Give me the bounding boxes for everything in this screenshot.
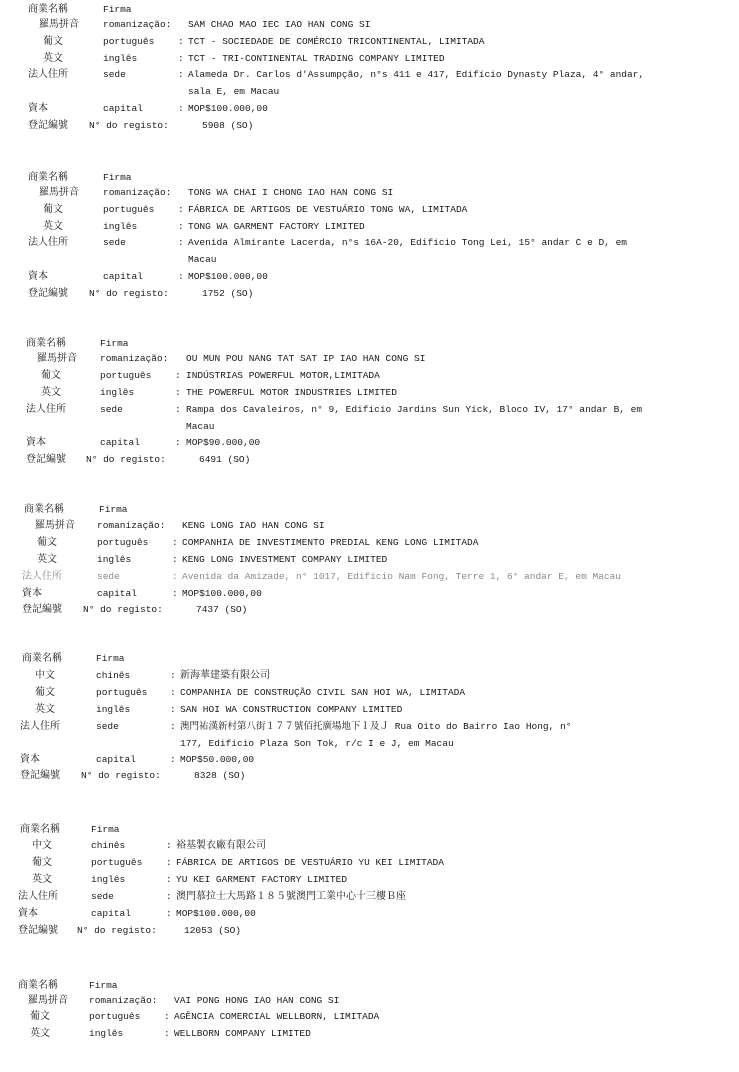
english-name-value: TONG WA GARMENT FACTORY LIMITED — [188, 221, 365, 232]
firma-label-pt: Firma — [89, 980, 118, 991]
portuguese-label-pt: português — [91, 857, 143, 868]
chinese-label-zh: 中文 — [32, 840, 52, 851]
seat-label-pt: sede — [96, 721, 119, 732]
colon: : — [166, 840, 172, 851]
colon: : — [178, 103, 184, 114]
portuguese-label-zh: 葡文 — [30, 1011, 50, 1022]
registration-label-pt: N° do registo: — [89, 288, 169, 299]
portuguese-label-pt: português — [97, 537, 149, 548]
portuguese-label-zh: 葡文 — [43, 36, 63, 47]
colon: : — [170, 670, 176, 681]
english-label-zh: 英文 — [37, 554, 57, 565]
capital-label-pt: capital — [103, 103, 143, 114]
romanization-value: KENG LONG IAO HAN CONG SI — [182, 520, 325, 531]
romanization-value: SAM CHAO MAO IEC IAO HAN CONG SI — [188, 19, 371, 30]
portuguese-label-pt: português — [89, 1011, 141, 1022]
english-label-pt: inglês — [89, 1028, 124, 1039]
registration-label-zh: 登記編號 — [22, 604, 62, 615]
colon: : — [175, 404, 181, 415]
registration-label-pt: N° do registo: — [86, 454, 166, 465]
colon: : — [172, 588, 178, 599]
seat-address-continuation: 177, Edifício Plaza Son Tok, r/c I e J, em Macau — [180, 738, 454, 749]
registration-number: 1752 (SO) — [202, 288, 254, 299]
capital-label-zh: 資本 — [28, 103, 48, 114]
seat-label-pt: sede — [100, 404, 123, 415]
registration-label-zh: 登記編號 — [28, 288, 68, 299]
seat-label-zh: 法人住所 — [22, 571, 62, 582]
capital-label-pt: capital — [91, 908, 131, 919]
english-label-pt: inglês — [96, 704, 131, 715]
portuguese-label-pt: português — [103, 36, 155, 47]
registration-label-zh: 登記編號 — [28, 120, 68, 131]
romanization-label-zh: 羅馬拼音 — [28, 995, 68, 1006]
seat-label-zh: 法人住所 — [28, 237, 68, 248]
colon: : — [170, 721, 176, 732]
romanization-label-pt: romanização: — [103, 19, 172, 30]
registration-number: 12053 (SO) — [184, 925, 242, 936]
english-name-value: WELLBORN COMPANY LIMITED — [174, 1028, 311, 1039]
capital-value: MOP$100.000,00 — [182, 588, 262, 599]
firma-label-pt: Firma — [103, 172, 132, 183]
registration-label-pt: N° do registo: — [81, 770, 161, 781]
colon: : — [164, 1011, 170, 1022]
colon: : — [175, 387, 181, 398]
english-label-zh: 英文 — [41, 387, 61, 398]
english-label-zh: 英文 — [43, 53, 63, 64]
colon: : — [178, 69, 184, 80]
firma-label-pt: Firma — [96, 653, 125, 664]
firma-label-zh: 商業名稱 — [28, 4, 68, 15]
english-label-zh: 英文 — [30, 1028, 50, 1039]
firma-label-zh: 商業名稱 — [20, 824, 60, 835]
firma-label-pt: Firma — [103, 4, 132, 15]
colon: : — [166, 891, 172, 902]
romanization-label-pt: romanização: — [97, 520, 166, 531]
portuguese-label-zh: 葡文 — [32, 857, 52, 868]
firma-label-pt: Firma — [100, 338, 129, 349]
registration-label-zh: 登記編號 — [20, 770, 60, 781]
capital-label-pt: capital — [96, 754, 136, 765]
colon: : — [166, 908, 172, 919]
seat-address-continuation: Macau — [186, 421, 215, 432]
firma-label-zh: 商業名稱 — [24, 504, 64, 515]
portuguese-label-zh: 葡文 — [43, 204, 63, 215]
colon: : — [164, 1028, 170, 1039]
capital-label-pt: capital — [103, 271, 143, 282]
english-label-pt: inglês — [103, 221, 138, 232]
colon: : — [170, 687, 176, 698]
capital-value: MOP$90.000,00 — [186, 437, 261, 448]
seat-label-pt: sede — [91, 891, 114, 902]
portuguese-name-value: FÁBRICA DE ARTIGOS DE VESTUÁRIO YU KEI LIMITADA — [176, 857, 444, 868]
capital-value: MOP$100.000,00 — [188, 103, 268, 114]
colon: : — [175, 370, 181, 381]
romanization-label-pt: romanização: — [89, 995, 158, 1006]
seat-label-zh: 法人住所 — [20, 721, 60, 732]
english-name-value: THE POWERFUL MOTOR INDUSTRIES LIMITED — [186, 387, 397, 398]
romanization-value: TONG WA CHAI I CHONG IAO HAN CONG SI — [188, 187, 394, 198]
firma-label-pt: Firma — [99, 504, 128, 515]
capital-label-zh: 資本 — [18, 908, 38, 919]
firma-label-pt: Firma — [91, 824, 120, 835]
seat-label-zh: 法人住所 — [18, 891, 58, 902]
portuguese-name-value: TCT - SOCIEDADE DE COMÉRCIO TRICONTINENTAL, LIMITADA — [188, 36, 485, 47]
seat-address-value: Alameda Dr. Carlos d'Assumpção, n°s 411 e 417, Edifício Dynasty Plaza, 4° andar, — [188, 69, 645, 80]
romanization-label-zh: 羅馬拼音 — [37, 353, 77, 364]
seat-address-value: Rampa dos Cavaleiros, n° 9, Edifício Jardins Sun Yick, Bloco IV, 17° andar B, em — [186, 404, 643, 415]
registration-number: 8328 (SO) — [194, 770, 246, 781]
seat-address-value: 澳門祐漢新村第八街１７７號佰托廣場地下Ｉ及Ｊ Rua Oito do Bairro Iao Hong, n° — [180, 721, 572, 732]
registration-label-pt: N° do registo: — [89, 120, 169, 131]
capital-label-pt: capital — [97, 588, 137, 599]
seat-address-value: Avenida da Amizade, n° 1017, Edifício Nam Fong, Terre 1, 6° andar E, em Macau — [182, 571, 621, 582]
romanization-label-pt: romanização: — [100, 353, 169, 364]
colon: : — [172, 571, 178, 582]
romanization-label-pt: romanização: — [103, 187, 172, 198]
capital-value: MOP$100.000,00 — [188, 271, 268, 282]
firma-label-zh: 商業名稱 — [18, 980, 58, 991]
registration-label-zh: 登記編號 — [26, 454, 66, 465]
capital-label-zh: 資本 — [20, 754, 40, 765]
english-label-zh: 英文 — [35, 704, 55, 715]
registration-number: 5908 (SO) — [202, 120, 254, 131]
colon: : — [166, 874, 172, 885]
romanization-label-zh: 羅馬拼音 — [39, 187, 79, 198]
chinese-name-value: 新海華建築有限公司 — [180, 670, 270, 681]
portuguese-name-value: COMPANHIA DE INVESTIMENTO PREDIAL KENG LONG LIMITADA — [182, 537, 479, 548]
romanization-label-zh: 羅馬拼音 — [39, 19, 79, 30]
romanization-value: VAI PONG HONG IAO HAN CONG SI — [174, 995, 340, 1006]
colon: : — [178, 271, 184, 282]
capital-label-zh: 資本 — [26, 437, 46, 448]
english-label-pt: inglês — [97, 554, 132, 565]
registration-number: 6491 (SO) — [199, 454, 251, 465]
portuguese-label-pt: português — [103, 204, 155, 215]
chinese-label-pt: chinês — [91, 840, 126, 851]
colon: : — [178, 53, 184, 64]
seat-label-pt: sede — [97, 571, 120, 582]
seat-label-pt: sede — [103, 237, 126, 248]
english-name-value: KENG LONG INVESTMENT COMPANY LIMITED — [182, 554, 388, 565]
seat-label-pt: sede — [103, 69, 126, 80]
capital-label-zh: 資本 — [22, 588, 42, 599]
chinese-label-zh: 中文 — [35, 670, 55, 681]
english-label-zh: 英文 — [32, 874, 52, 885]
english-label-pt: inglês — [100, 387, 135, 398]
capital-value: MOP$50.000,00 — [180, 754, 255, 765]
colon: : — [170, 754, 176, 765]
colon: : — [172, 537, 178, 548]
portuguese-name-value: FÁBRICA DE ARTIGOS DE VESTUÁRIO TONG WA, LIMITADA — [188, 204, 468, 215]
portuguese-name-value: AGÊNCIA COMERCIAL WELLBORN, LIMITADA — [174, 1011, 380, 1022]
registration-number: 7437 (SO) — [196, 604, 248, 615]
portuguese-label-pt: português — [100, 370, 152, 381]
portuguese-name-value: COMPANHIA DE CONSTRUÇÃO CIVIL SAN HOI WA, LIMITADA — [180, 687, 466, 698]
capital-value: MOP$100.000,00 — [176, 908, 256, 919]
seat-address-value: Avenida Almirante Lacerda, n°s 16A-20, Edifício Tong Lei, 15° andar C e D, em — [188, 237, 627, 248]
english-name-value: YU KEI GARMENT FACTORY LIMITED — [176, 874, 348, 885]
seat-label-zh: 法人住所 — [28, 69, 68, 80]
chinese-label-pt: chinês — [96, 670, 131, 681]
english-label-pt: inglês — [103, 53, 138, 64]
colon: : — [178, 36, 184, 47]
registration-label-pt: N° do registo: — [77, 925, 157, 936]
romanization-label-zh: 羅馬拼音 — [35, 520, 75, 531]
colon: : — [178, 204, 184, 215]
colon: : — [166, 857, 172, 868]
seat-address-continuation: sala E, em Macau — [188, 86, 280, 97]
english-name-value: SAN HOI WA CONSTRUCTION COMPANY LIMITED — [180, 704, 403, 715]
portuguese-label-zh: 葡文 — [41, 370, 61, 381]
english-name-value: TCT - TRI-CONTINENTAL TRADING COMPANY LIMITED — [188, 53, 445, 64]
firma-label-zh: 商業名稱 — [26, 338, 66, 349]
portuguese-label-zh: 葡文 — [35, 687, 55, 698]
colon: : — [178, 237, 184, 248]
seat-label-zh: 法人住所 — [26, 404, 66, 415]
colon: : — [170, 704, 176, 715]
colon: : — [178, 221, 184, 232]
chinese-name-value: 裕基製衣廠有限公司 — [176, 840, 266, 851]
portuguese-label-pt: português — [96, 687, 148, 698]
firma-label-zh: 商業名稱 — [28, 172, 68, 183]
capital-label-zh: 資本 — [28, 271, 48, 282]
seat-address-value: 澳門慕拉士大馬路１８５號澳門工業中心十三樓Ｂ座 — [176, 891, 406, 902]
registration-label-pt: N° do registo: — [83, 604, 163, 615]
firma-label-zh: 商業名稱 — [22, 653, 62, 664]
portuguese-name-value: INDÚSTRIAS POWERFUL MOTOR,LIMITADA — [186, 370, 380, 381]
seat-address-continuation: Macau — [188, 254, 217, 265]
registration-label-zh: 登記編號 — [18, 925, 58, 936]
romanization-value: OU MUN POU NANG TAT SAT IP IAO HAN CONG SI — [186, 353, 426, 364]
colon: : — [172, 554, 178, 565]
english-label-zh: 英文 — [43, 221, 63, 232]
portuguese-label-zh: 葡文 — [37, 537, 57, 548]
capital-label-pt: capital — [100, 437, 140, 448]
english-label-pt: inglês — [91, 874, 126, 885]
colon: : — [175, 437, 181, 448]
